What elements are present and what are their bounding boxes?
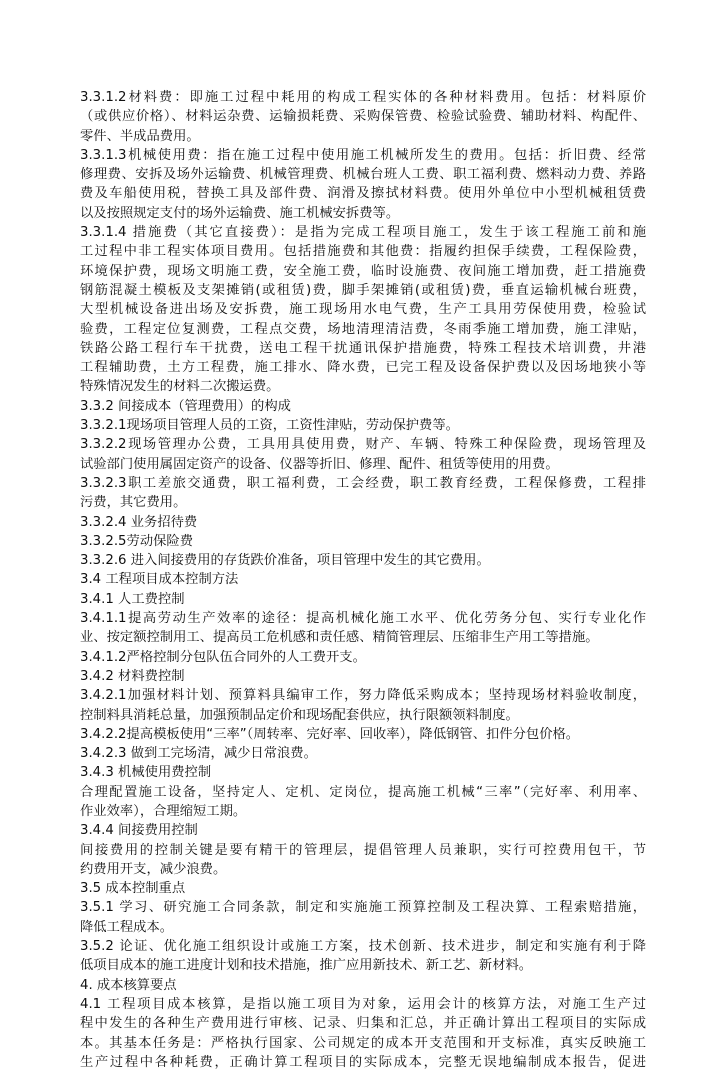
text-line: 3.4.1 人工费控制 [80,591,185,607]
text-line: 修理费、安拆及场外运输费、机械管理费、机械台班人工费、职工福利费、燃料动力费、养路 [80,167,646,183]
text-line: 3.5 成本控制重点 [80,881,186,897]
text-line: 3.3.2.1现场项目管理人员的工资，工资性津贴，劳动保护费等。 [80,418,459,434]
text-line: 3.5.1 学习、研究施工合同条款，制定和实施施工预算控制及工程决算、工程索赔措施， [80,900,646,916]
text-line: 3.4.2 材料费控制 [80,668,185,684]
text-line: 以及按照规定支付的场外运输费、施工机械安拆费等。 [80,205,400,221]
text-line: 工程辅助费，土方工程费，施工排水、降水费，已完工程及设备保护费以及因场地狭小等 [80,360,646,376]
text-line: 环境保护费，现场文明施工费，安全施工费，临时设施费、夜间施工增加费，赶工措施费 [80,263,646,279]
text-line: 3.3.2.4 业务招待费 [80,514,198,530]
text-line: 工过程中非工程实体项目费用。包括措施费和其他费：指履约担保手续费，工程保险费， [80,244,646,260]
text-line: 铁路公路工程行车干扰费，送电工程干扰通讯保护措施费，特殊工程技术培训费，井港 [80,340,646,356]
text-line: 大型机械设备进出场及安拆费，施工现场用水电气费，生产工具用劳保使用费，检验试 [80,302,646,318]
text-line: 污费，其它费用。 [80,495,187,511]
text-line: 特殊情况发生的材料二次搬运费。 [80,379,280,395]
text-line: 3.3.1.3机械使用费：指在施工过程中使用施工机械所发生的费用。包括：折旧费、经常 [80,147,646,163]
text-line: 3.3.2.3职工差旅交通费，职工福利费，工会经费，职工教育经费，工程保修费，工程排 [80,475,646,491]
text-line: 3.4.1.1提高劳动生产效率的途径：提高机械化施工水平、优化劳务分包、实行专业化作 [80,611,646,627]
text-line: 合理配置施工设备，坚持定人、定机、定岗位，提高施工机械“三率”（完好率、利用率、 [80,784,646,800]
document-page [80,88,646,1072]
text-line: 3.4.4 间接费用控制 [80,823,198,839]
text-line: 4. 成本核算要点 [80,977,177,993]
text-line: 作业效率），合理缩短工期。 [80,803,247,819]
text-line: 试验部门使用属固定资产的设备、仪器等折旧、修理、配件、租赁等使用的用费。 [80,456,559,472]
text-line: 低项目成本的施工进度计划和技术措施，推广应用新技术、新工艺、新材料。 [80,958,533,974]
text-line: 4.1 工程项目成本核算，是指以施工项目为对象，运用会计的核算方法，对施工生产过 [80,996,646,1012]
text-line: 3.3.2.2现场管理办公费，工具用具使用费，财产、车辆、特殊工种保险费，现场管理及 [80,437,646,453]
text-line: 零件、半成品费用。 [80,128,200,144]
text-line: 3.3.1.4 措施费（其它直接费）：是指为完成工程项目施工，发生于该工程施工前和施 [80,225,646,241]
text-line: 3.3.2.5劳动保险费 [80,533,194,549]
text-line: 生产过程中各种耗费，正确计算工程项目的实际成本，完整无误地编制成本报告，促进 [80,1054,646,1070]
text-line: 3.4.2.3 做到工完场清，减少日常浪费。 [80,746,317,762]
text-line: 控制料具消耗总量，加强预制品定价和现场配套供应，执行限额领料制度。 [80,707,519,723]
text-line: 降低工程成本。 [80,919,174,935]
text-line: 3.3.2.6 进入间接费用的存货跌价准备，项目管理中发生的其它费用。 [80,553,490,569]
text-line: 3.4.2.1加强材料计划、预算料具编审工作，努力降低采购成本；坚持现场材料验收制度， [80,688,646,704]
text-line: 3.5.2 论证、优化施工组织设计或施工方案，技术创新、技术进步，制定和实施有利于降 [80,939,646,955]
text-line: 3.4 工程项目成本控制方法 [80,572,239,588]
text-line: 业、按定额控制用工、提高员工危机感和责任感、精简管理层、压缩非生产用工等措施。 [80,630,599,646]
text-line: 间接费用的控制关键是要有精干的管理层，提倡管理人员兼职，实行可控费用包干，节 [80,842,646,858]
text-line: 验费，工程定位复测费，工程点交费，场地清理清洁费，冬雨季施工增加费，施工津贴， [80,321,646,337]
text-line: 3.4.2.2提高模板使用“三率”（周转率、完好率、回收率），降低钢管、扣件分包价格。 [80,726,580,742]
text-line: 3.4.3 机械使用费控制 [80,765,212,781]
text-line: 3.3.2 间接成本（管理费用）的构成 [80,398,291,414]
text-line: 3.3.1.2材料费：即施工过程中耗用的构成工程实体的各种材料费用。包括：材料原价 [80,90,646,105]
text-line: 本。其基本任务是：严格执行国家、公司规定的成本开支范围和开支标准，真实反映施工 [80,1035,646,1051]
text-line: 约费用开支，减少浪费。 [80,861,227,877]
text-line: 3.4.1.2严格控制分包队伍合同外的人工费开支。 [80,649,366,665]
text-line: 钢筋混凝土模板及支架摊销(或租赁)费，脚手架摊销(或租赁)费，垂直运输机械台班费， [80,282,646,298]
text-line: 程中发生的各种生产费用进行审核、记录、归集和汇总，并正确计算出工程项目的实际成 [80,1016,646,1032]
text-line: 费及车船使用税，替换工具及部件费、润滑及擦拭材料费。使用外单位中小型机械租赁费 [80,186,646,202]
text-line: （或供应价格）、材料运杂费、运输损耗费、采购保管费、检验试验费、辅助材料、构配件、 [80,109,646,125]
